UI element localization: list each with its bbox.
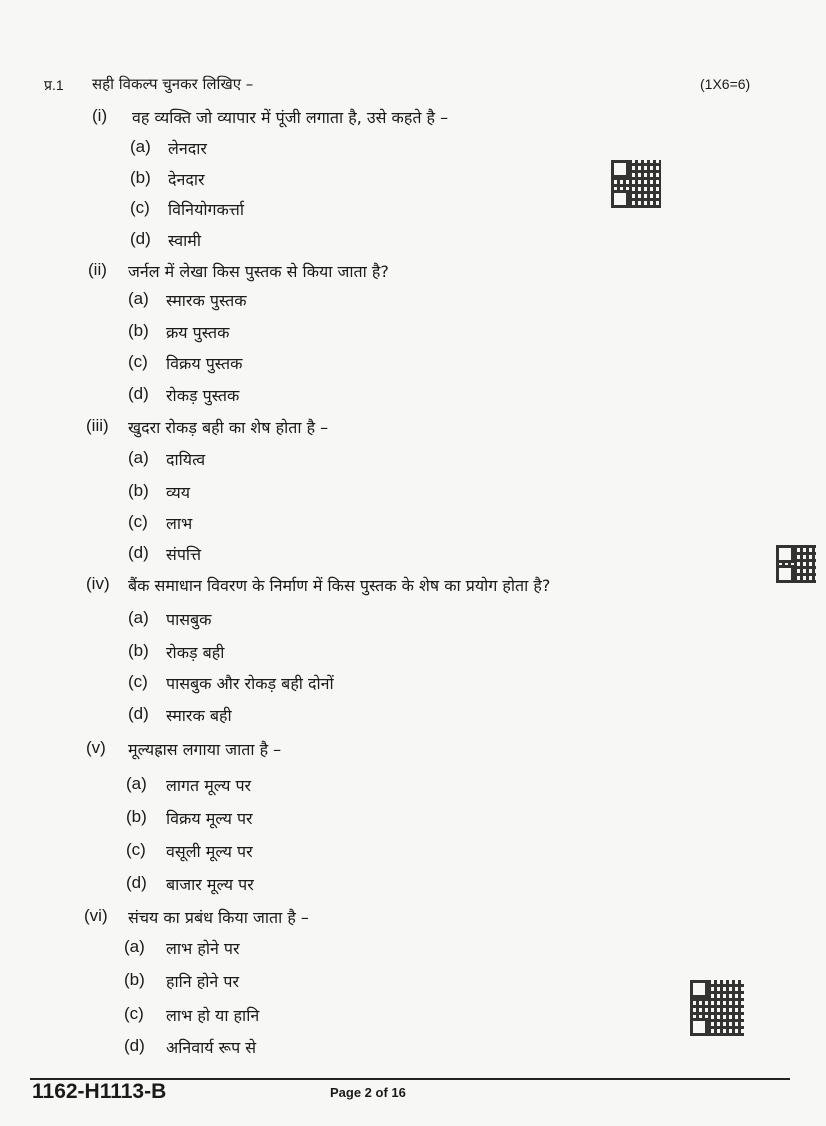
option-label: (b) (126, 807, 147, 826)
option-text: क्रय पुस्तक (166, 323, 230, 342)
qr-code (776, 545, 816, 583)
option-label: (c) (130, 198, 150, 217)
qr-code (611, 160, 661, 208)
option-label: (d) (128, 704, 149, 723)
option-label: (c) (126, 840, 146, 859)
subquestion-number: (ii) (88, 260, 107, 279)
option-label: (c) (128, 512, 148, 531)
subquestion-text: वह व्यक्ति जो व्यापार में पूंजी लगाता है, उसे कहते है – (132, 108, 449, 127)
subquestion-text: जर्नल में लेखा किस पुस्तक से किया जाता है? (128, 262, 389, 281)
subquestion-text: मूल्यह्रास लगाया जाता है – (128, 740, 282, 759)
subquestion-number: (vi) (84, 906, 108, 925)
option-text: अनिवार्य रूप से (166, 1038, 257, 1057)
option-text: पासबुक (166, 610, 212, 629)
option-text: विक्रय मूल्य पर (166, 809, 253, 828)
option-label: (c) (124, 1004, 144, 1023)
paper-code: 1162-H1113-B (32, 1080, 167, 1103)
subquestion-text: संचय का प्रबंध किया जाता है – (128, 908, 309, 927)
option-text: लाभ होने पर (166, 939, 240, 958)
question-marks: (1X6=6) (700, 76, 751, 92)
option-text: दायित्व (166, 450, 206, 469)
qr-code (690, 980, 744, 1036)
option-label: (a) (124, 937, 145, 956)
subquestion-number: (iv) (86, 574, 110, 593)
option-text: देनदार (168, 170, 205, 189)
question-number: प्र.1 (44, 77, 64, 93)
option-text: रोकड़ बही (166, 643, 225, 662)
option-label: (d) (128, 543, 149, 562)
option-label: (b) (128, 321, 149, 340)
subquestion-number: (i) (92, 106, 108, 125)
option-label: (a) (128, 608, 149, 627)
option-text: लाभ (166, 514, 193, 533)
option-label: (b) (128, 481, 149, 500)
option-label: (c) (128, 672, 148, 691)
option-text: हानि होने पर (166, 972, 239, 991)
option-label: (b) (128, 641, 149, 660)
option-label: (a) (128, 448, 149, 467)
option-text: स्मारक बही (166, 706, 232, 725)
option-text: वसूली मूल्य पर (166, 842, 253, 861)
subquestion-number: (iii) (86, 416, 109, 435)
option-text: बाजार मूल्य पर (166, 875, 254, 894)
option-text: व्यय (166, 483, 191, 502)
subquestion-text: खुदरा रोकड़ बही का शेष होता है – (128, 418, 329, 437)
option-text: लागत मूल्य पर (166, 776, 252, 795)
page-number: Page 2 of 16 (330, 1085, 406, 1100)
option-label: (d) (124, 1036, 145, 1055)
option-label: (b) (124, 970, 145, 989)
option-label: (b) (130, 168, 151, 187)
option-text: रोकड़ पुस्तक (166, 386, 240, 405)
option-text: लेनदार (168, 139, 207, 158)
option-label: (a) (128, 289, 149, 308)
subquestion-text: बैंक समाधान विवरण के निर्माण में किस पुस्तक के शेष का प्रयोग होता है? (128, 576, 551, 595)
option-text: लाभ हो या हानि (166, 1006, 260, 1025)
option-label: (d) (128, 384, 149, 403)
option-text: स्वामी (168, 231, 201, 250)
option-label: (d) (130, 229, 151, 248)
subquestion-number: (v) (86, 738, 106, 757)
option-text: विनियोगकर्त्ता (168, 200, 244, 219)
option-label: (a) (126, 774, 147, 793)
question-heading: सही विकल्प चुनकर लिखिए – (92, 75, 254, 93)
option-text: संपत्ति (166, 545, 202, 564)
option-text: स्मारक पुस्तक (166, 291, 247, 310)
option-text: पासबुक और रोकड़ बही दोनों (166, 674, 334, 693)
option-label: (d) (126, 873, 147, 892)
option-text: विक्रय पुस्तक (166, 354, 243, 373)
option-label: (c) (128, 352, 148, 371)
option-label: (a) (130, 137, 151, 156)
